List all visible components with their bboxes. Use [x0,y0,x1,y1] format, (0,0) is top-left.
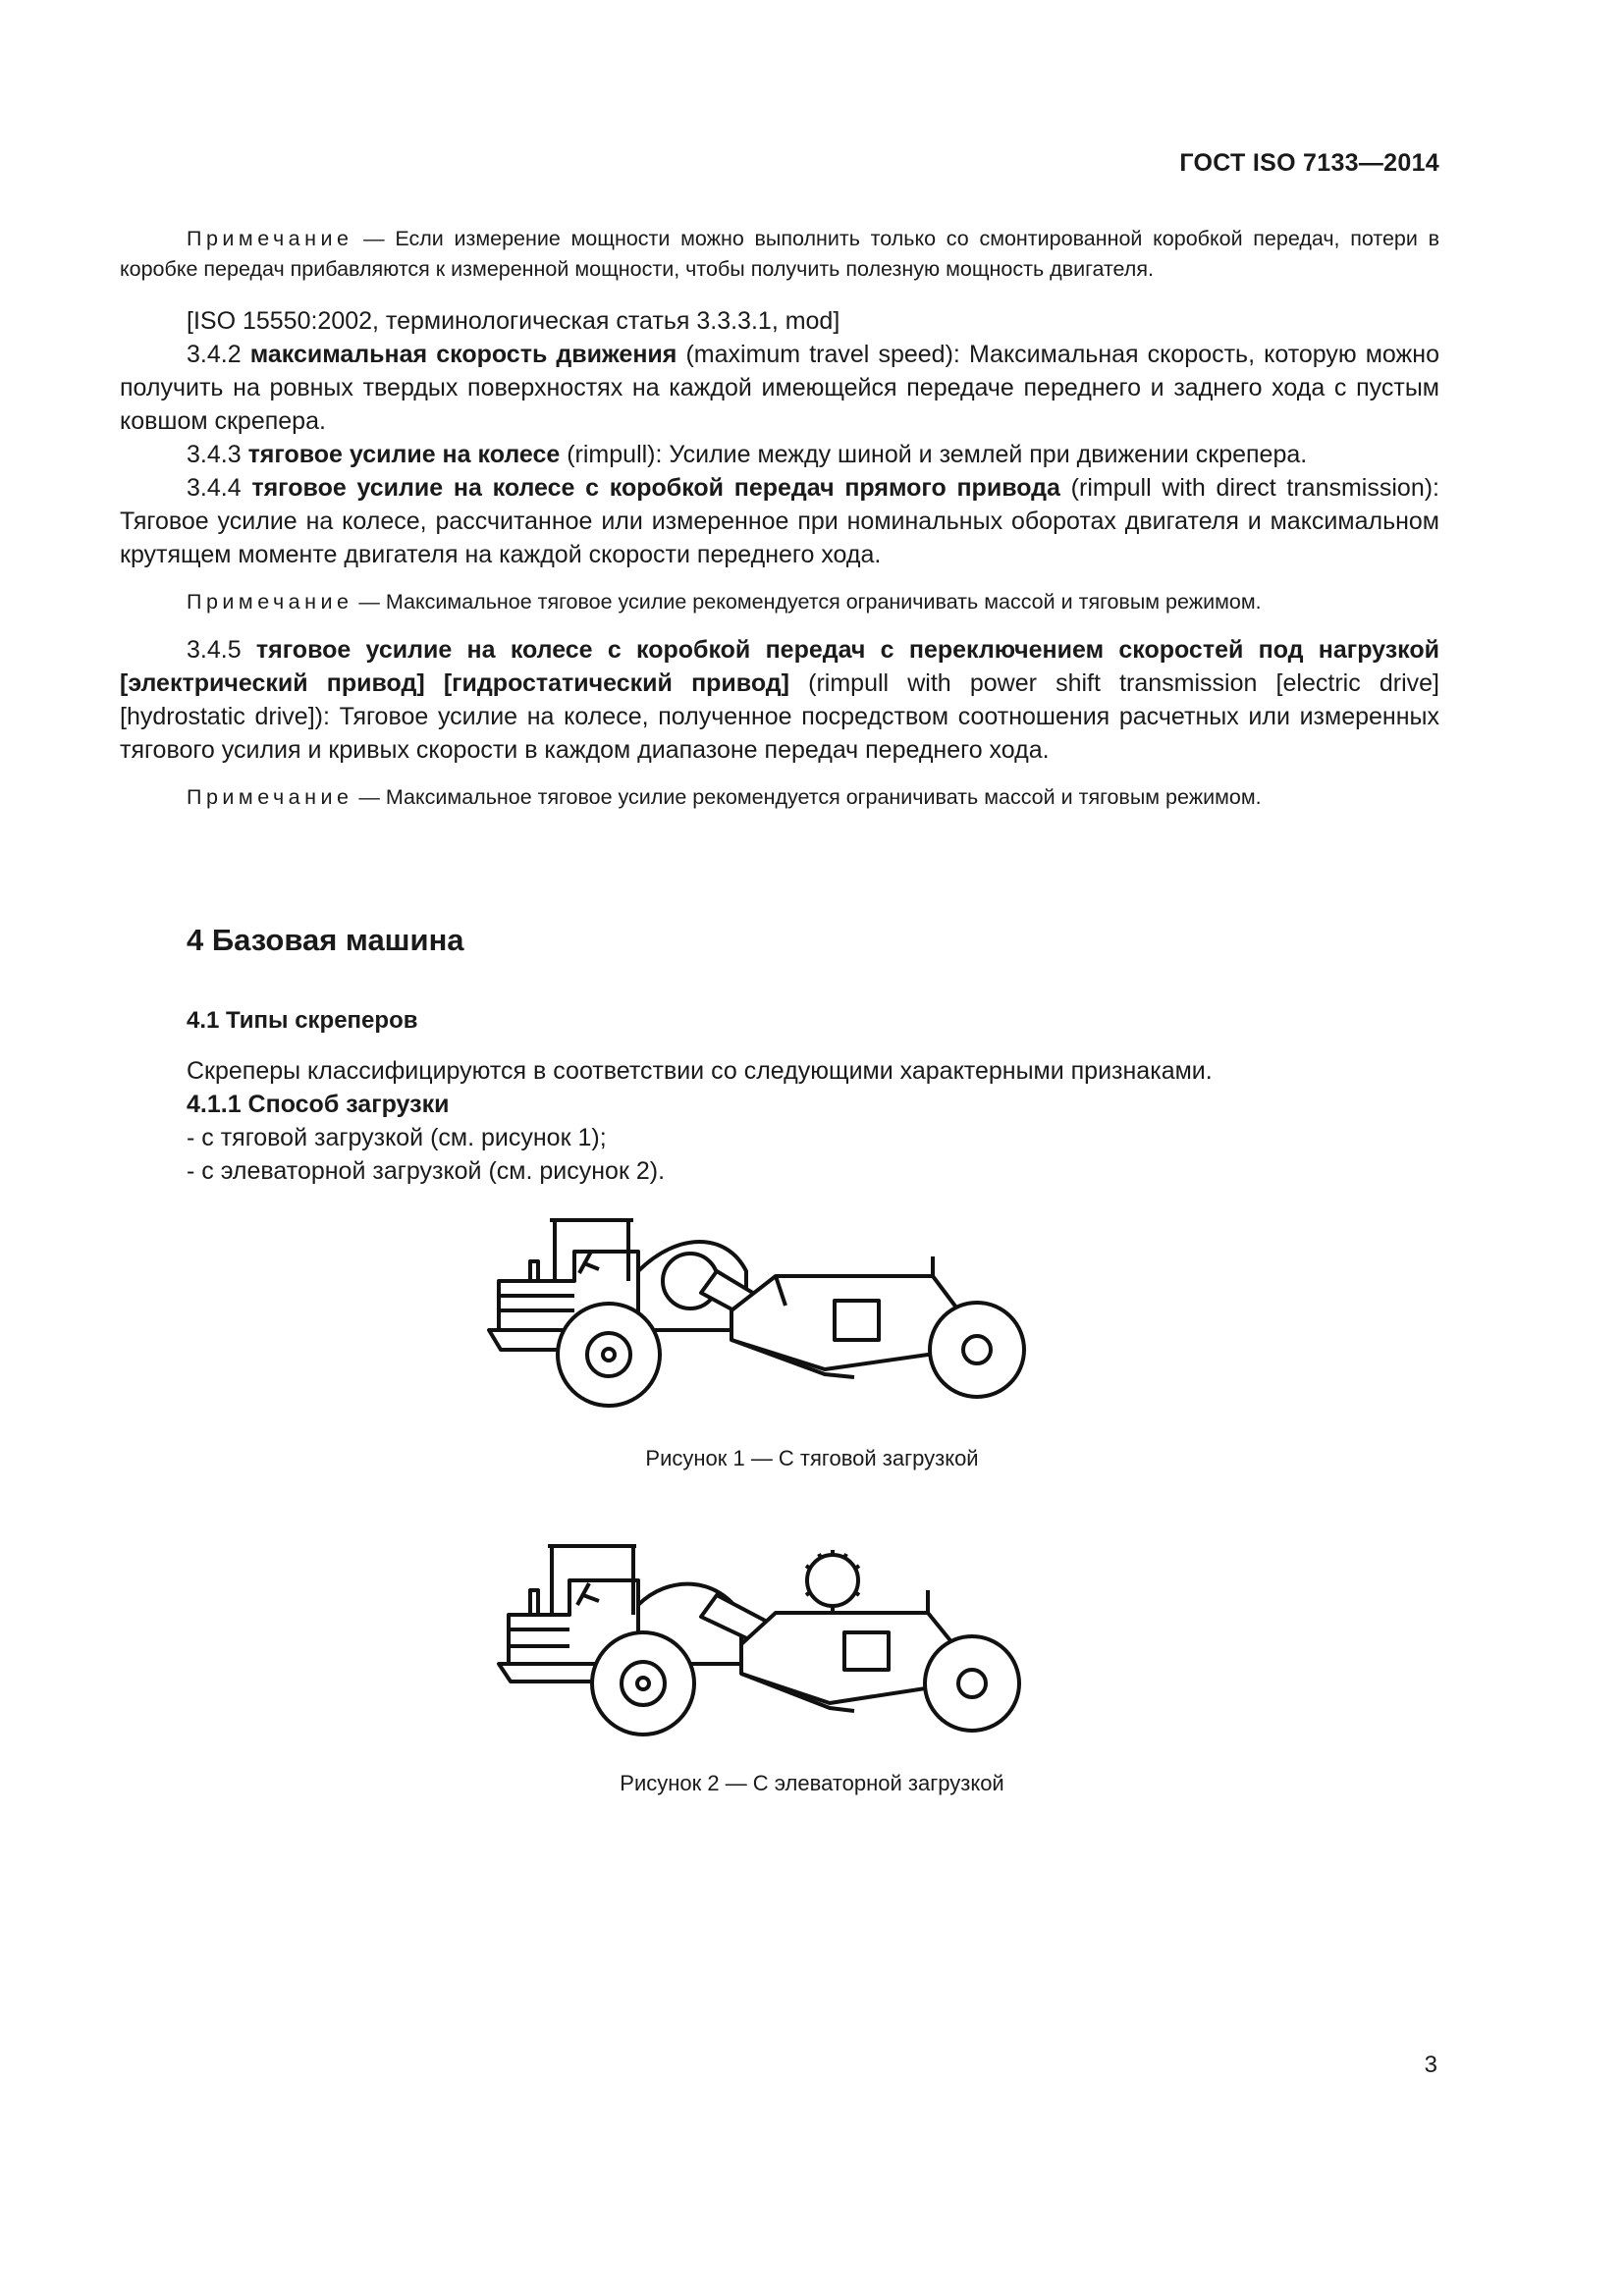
note-2: Примечание — Максимальное тяговое усилие рекомендуется ограничивать массой и тяговым режимом. [187,590,1262,614]
subsubsection-title: 4.1.1 Способ загрузки [187,1091,450,1118]
section-4-body [120,1054,1439,1188]
figure-2-caption: Рисунок 2 — С элеваторной загрузкой [620,1771,1004,1795]
subsection-title: 4.1 Типы скреперов [187,1007,418,1034]
figure-1-caption: Рисунок 1 — С тяговой загрузкой [645,1446,979,1470]
term-3-4-3: 3.4.3 тяговое усилие на колесе (rimpull): Усилие между шиной и землей при движении скрепера. [187,441,1308,468]
list-item: - с элеваторной загрузкой (см. рисунок 2). [187,1157,666,1185]
note-label: Примечание [187,590,353,614]
terms-block [120,224,1439,813]
note-text: Максимальное тяговое усилие рекомендуется ограничивать массой и тяговым режимом. [385,785,1262,809]
intro-paragraph: Скреперы классифицируются в соответствии со следующими характерными признаками. [187,1057,1213,1085]
note-label: Примечание [187,227,353,250]
note-1: Примечание — Если измерение мощности можно выполнить только со смонтированной коробкой передач, потери в коробке передач прибавляются к измеренной мощности, чтобы получить полезную мощность двигателя. [120,227,1439,281]
note-text: Максимальное тяговое усилие рекомендуется ограничивать массой и тяговым режимом. [385,590,1262,614]
note-text: Если измерение мощности можно выполнить только со смонтированной коробкой передач, потери в коробке передач прибавляются к измеренной мощности, чтобы получить полезную мощность двигателя. [120,227,1439,281]
term-title: тяговое усилие на колесе с коробкой передач прямого привода [251,474,1060,502]
section-title: 4 Базовая машина [187,923,464,957]
term-title: тяговое усилие на колесе [247,441,561,468]
term-title: тяговое усилие на колесе с коробкой передач с переключением скоростей под нагрузкой [электрический привод] [гидростатический привод] [120,636,1439,697]
term-3-4-2: 3.4.2 максимальная скорость движения (maximum travel speed): Максимальная скорость, которую можно получить на ровных твердых поверхностях на каждой имеющейся передаче переднего и заднего хода с пустым ковшом скрепера. [120,341,1439,435]
term-3-4-5: 3.4.5 тяговое усилие на колесе с коробкой передач с переключением скоростей под нагрузкой [электрический привод] [гидростатический привод] (rimpull with power shift transmission [electric drive] [hydrostatic drive]): Тяговое усилие на колесе, полученное посредством соотношения расчетных или измеренных тягового усилия и кривых скорости в каждом диапазоне передач переднего хода. [120,636,1439,764]
note-3: Примечание — Максимальное тяговое усилие рекомендуется ограничивать массой и тяговым режимом. [187,785,1262,809]
list-item: - с тяговой загрузкой (см. рисунок 1); [187,1124,607,1151]
page-number: 3 [1424,2052,1437,2078]
note-label: Примечание [187,785,353,809]
term-title: максимальная скорость движения [249,341,677,368]
term-3-4-4: 3.4.4 тяговое усилие на колесе с коробкой передач прямого привода (rimpull with direct transmission): Тяговое усилие на колесе, рассчитанное или измеренное при номинальных оборотах двигателя и максимальном крутящем моменте двигателя на каждой скорости переднего хода. [120,474,1439,568]
figure-1-scraper-drawing [481,1212,1070,1418]
document-header: ГОСТ ISO 7133—2014 [1179,149,1439,177]
reference: [ISO 15550:2002, терминологическая статья 3.3.3.1, mod] [187,307,840,335]
figure-2-scraper-drawing [481,1536,1070,1747]
